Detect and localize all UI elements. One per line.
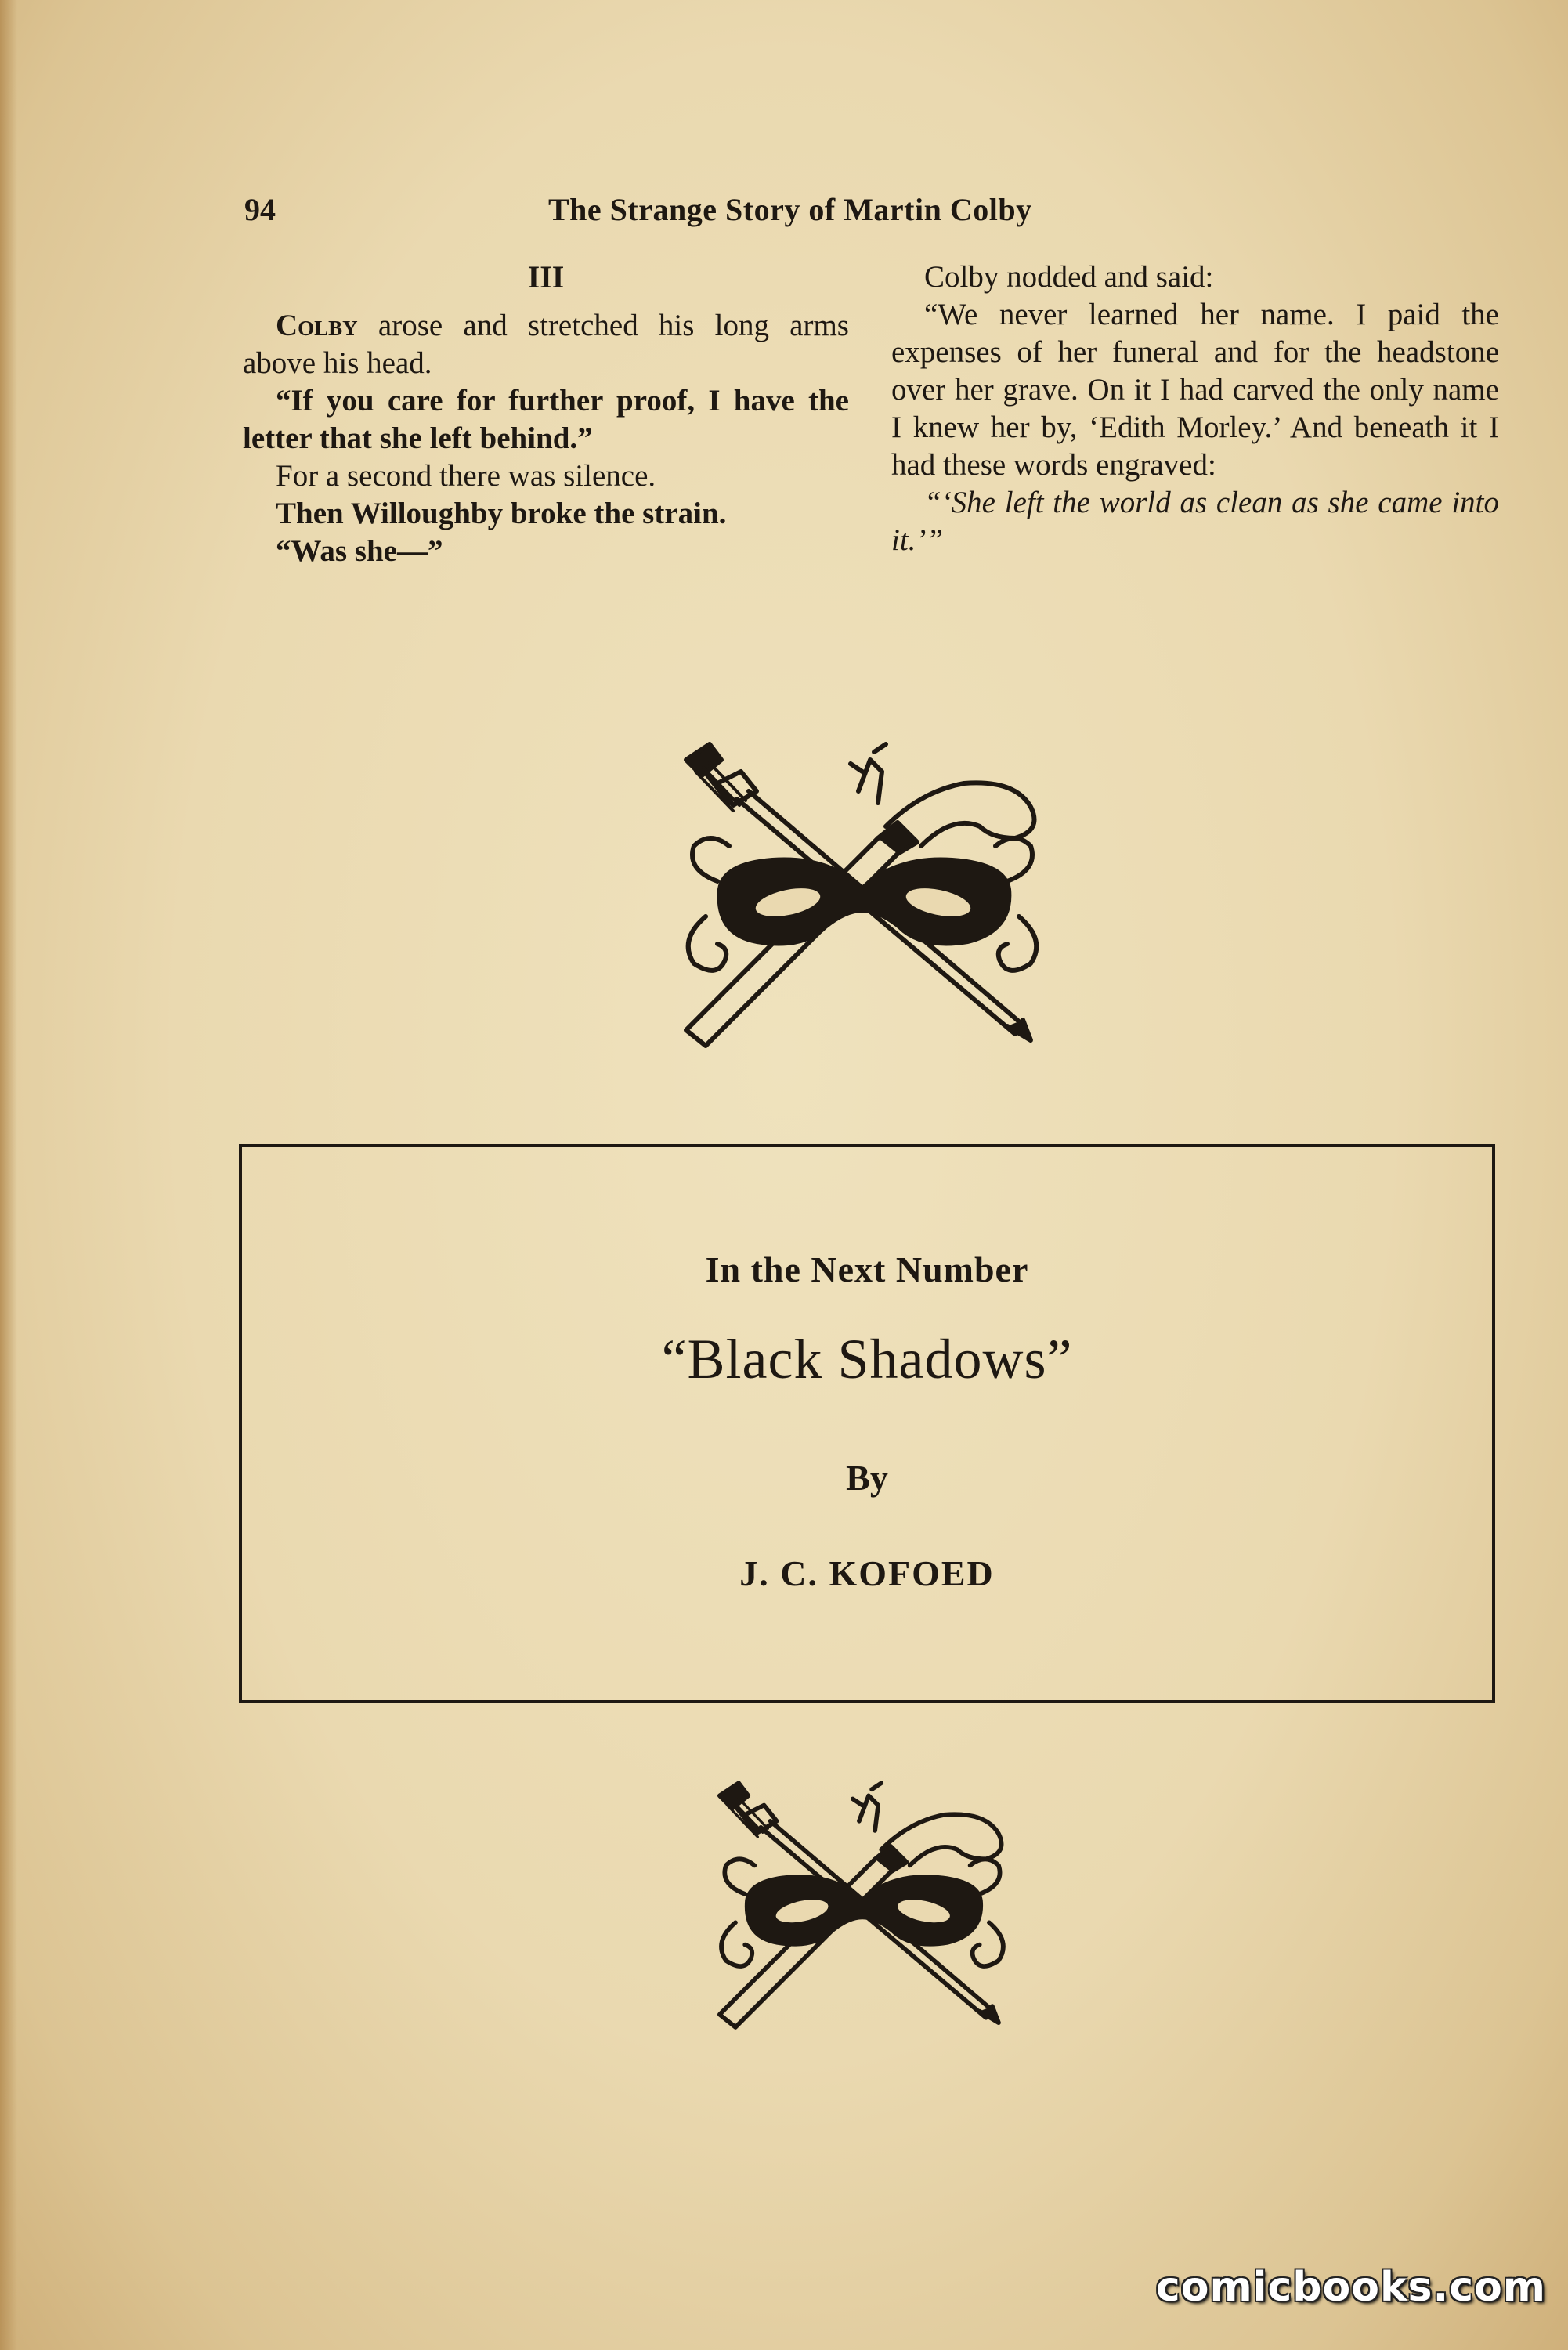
page-edge-shadow [0, 0, 17, 2350]
watermark: comicbooks.com [1155, 2264, 1546, 2311]
paragraph-text: arose and stretched his long arms above his head. [243, 309, 849, 380]
story-paragraph: For a second there was silence. [276, 459, 656, 493]
next-number-announcement [239, 1144, 1495, 1703]
story-right-column [891, 258, 1499, 559]
next-story-title: “Black Shadows” [661, 1328, 1073, 1390]
mask-emblem-icon [663, 728, 1070, 1058]
story-paragraph [243, 307, 849, 382]
story-paragraph: “We never learned her name. I paid the expenses of her funeral and for the headstone over her grave. On it I had carved the only name I knew her by, ‘Edith Morley.’ And beneath it I had these words engraved: [891, 298, 1499, 482]
story-quote: “‘She left the world as clean as she came into it.’” [891, 486, 1499, 557]
byline-label: By [846, 1458, 888, 1498]
mask-emblem-icon [697, 1770, 1034, 2037]
mask-dagger-pistol-emblem-top [663, 728, 1070, 1058]
running-head: The Strange Story of Martin Colby [548, 192, 1032, 227]
page-number: 94 [244, 192, 276, 227]
next-number-kicker: In the Next Number [705, 1249, 1029, 1289]
author-name: J. C. KOFOED [739, 1553, 995, 1593]
story-paragraph: Then Willoughby broke the strain. [276, 497, 727, 530]
mask-dagger-pistol-emblem-bottom [697, 1770, 1034, 2037]
story-left-column [243, 258, 849, 570]
story-paragraph: “If you care for further proof, I have the letter that she left behind.” [243, 384, 849, 455]
story-paragraph: “Was she—” [276, 534, 443, 568]
drop-name: Colby [276, 309, 358, 342]
story-paragraph: Colby nodded and said: [924, 260, 1214, 294]
section-number: III [527, 259, 565, 295]
